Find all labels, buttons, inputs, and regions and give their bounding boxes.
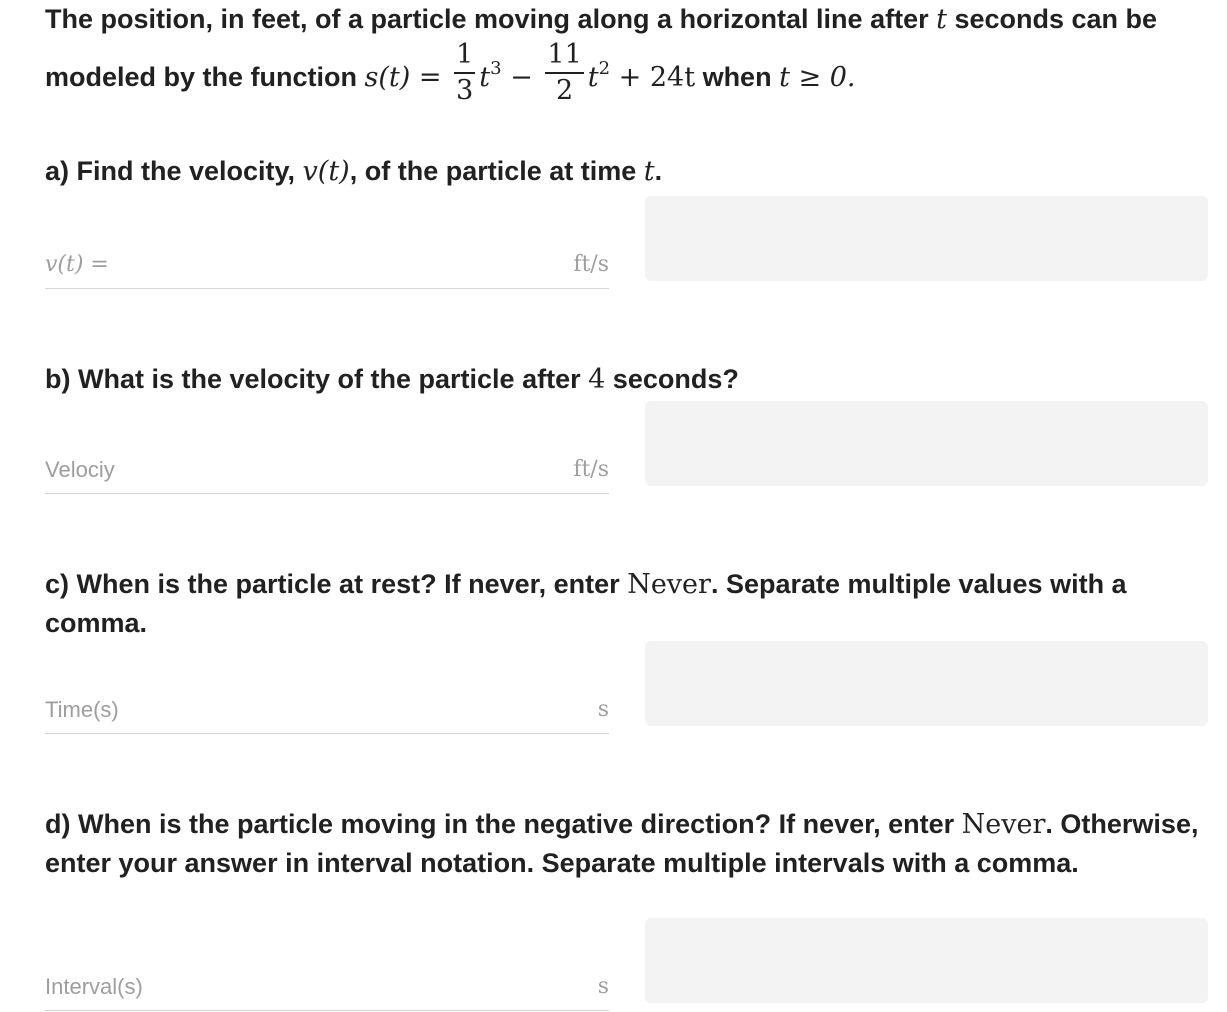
math-minus: − — [501, 62, 542, 93]
unit-label: ft/s — [573, 457, 609, 482]
question-text: , of the particle at time — [349, 156, 644, 186]
unit-label: s — [597, 697, 609, 722]
question-text: c) When is the particle at rest? If never, enter — [45, 569, 628, 599]
frac-num: 11 — [547, 38, 582, 70]
question-text: . — [654, 156, 663, 186]
math-s-of-t: s(t) — [364, 62, 411, 93]
math-condition: t ≥ 0. — [779, 62, 856, 93]
question-text: a) Find the velocity, — [45, 156, 303, 186]
question-c — [45, 565, 1215, 642]
feedback-box-a — [645, 196, 1208, 281]
answer-field-c[interactable] — [45, 689, 609, 734]
frac-den: 2 — [545, 72, 583, 108]
intro-line2: modeled by the function — [45, 62, 365, 92]
question-b — [45, 360, 1215, 399]
feedback-box-c — [645, 641, 1208, 726]
math-never: Never — [627, 569, 711, 600]
velocity-value-input[interactable] — [45, 449, 613, 495]
intro-text-end: seconds can be — [946, 4, 1158, 34]
math-v-of-t: v(t) — [302, 156, 350, 187]
problem-statement — [45, 0, 1215, 39]
question-text: b) What is the velocity of the particle after — [45, 364, 589, 394]
velocity-function-input[interactable] — [45, 244, 613, 290]
math-number: 4 — [588, 364, 606, 395]
fraction-one-third — [454, 38, 475, 108]
question-text: d) When is the particle moving in the negative direction? If never, enter — [45, 809, 962, 839]
rest-times-input[interactable] — [45, 689, 613, 735]
function-definition — [45, 40, 1215, 115]
field-label: v(t) = — [45, 252, 109, 277]
intro-text: The position, in feet, of a particle moving along a horizontal line after — [45, 4, 937, 34]
frac-den: 3 — [454, 72, 475, 108]
question-d — [45, 805, 1215, 882]
frac-num: 1 — [456, 38, 474, 70]
math-plus-24t: + 24t — [610, 62, 696, 93]
feedback-box-d — [645, 918, 1208, 1003]
feedback-box-b — [645, 401, 1208, 486]
unit-label: ft/s — [573, 252, 609, 277]
math-t: t — [936, 4, 947, 35]
math-t: t — [587, 62, 599, 93]
question-text: seconds? — [605, 364, 739, 394]
exponent: 3 — [490, 58, 502, 79]
math-equals: = — [410, 62, 451, 93]
math-t: t — [479, 62, 491, 93]
intro-when: when — [695, 62, 780, 92]
field-label: Time(s) — [45, 697, 119, 722]
question-text: . Otherwise, enter your answer in interval notation. Separate multiple intervals with a comma. — [45, 809, 1199, 878]
answer-field-b[interactable] — [45, 449, 609, 494]
fraction-eleven-halves — [545, 38, 583, 108]
unit-label: s — [597, 974, 609, 999]
exponent: 2 — [598, 58, 611, 79]
question-text: . Separate multiple values with a comma. — [45, 569, 1127, 638]
field-label: Velociy — [45, 457, 115, 482]
math-never: Never — [961, 809, 1046, 840]
question-a — [45, 152, 1215, 191]
answer-field-a[interactable] — [45, 244, 609, 289]
answer-field-d[interactable] — [45, 966, 609, 1011]
field-label: Interval(s) — [45, 974, 143, 999]
math-t: t — [643, 156, 655, 187]
